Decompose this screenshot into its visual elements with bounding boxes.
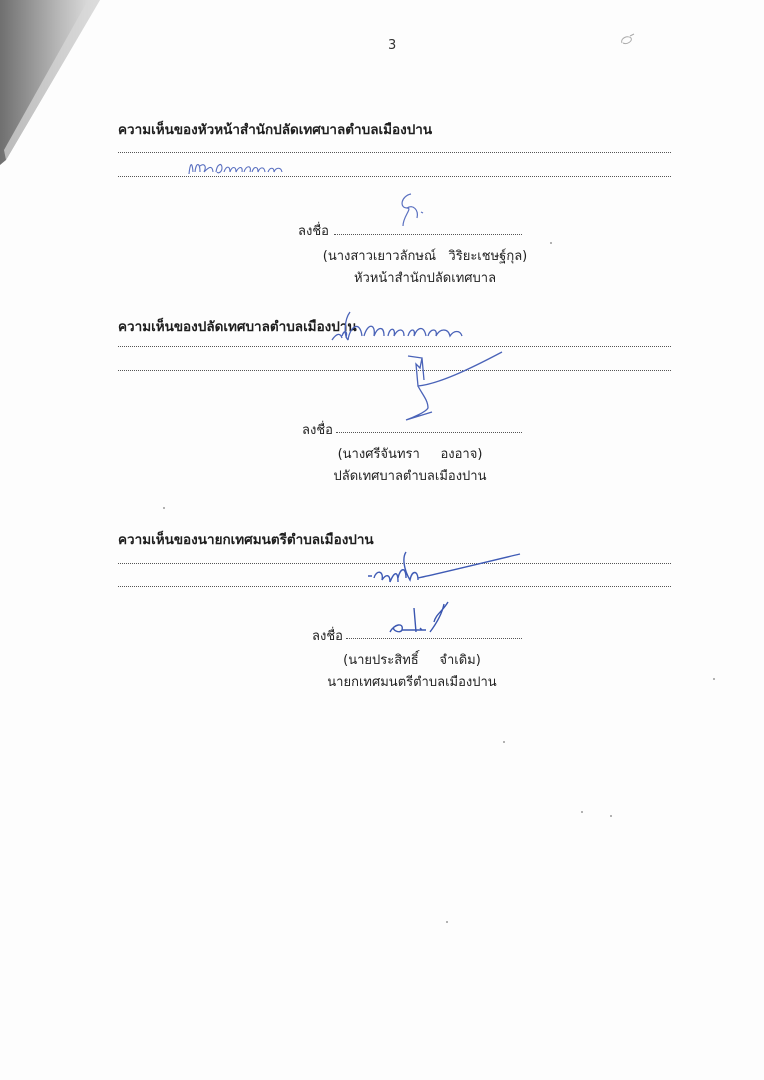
sign-label: ลงชื่อ [312,629,343,644]
comment-line [118,563,671,564]
comment-line [118,370,671,371]
signer-title-clerk: ปลัดเทศบาลตำบลเมืองปาน [333,469,487,484]
signer-name-mayor: (นายประสิทธิ์ จำเดิม) [343,653,481,668]
scan-speck [446,921,448,923]
signer-name-chief: (นางสาวเยาวลักษณ์ วิริยะเชษฐ์กุล) [322,249,528,264]
scan-speck [503,741,505,743]
sign-label: ลงชื่อ [302,423,333,438]
signature-mayor [386,600,466,640]
signer-title-mayor: นายกเทศมนตรีตำบลเมืองปาน [327,675,497,690]
scan-shadow [0,0,110,170]
sign-label: ลงชื่อ [298,224,329,239]
handwritten-comment-mayor [366,548,526,596]
section-heading-mayor: ความเห็นของนายกเทศมนตรีตำบลเมืองปาน [118,532,374,548]
signature-line [346,638,522,639]
section-heading-chief: ความเห็นของหัวหน้าสำนักปลัดเทศบาลตำบลเมืองปาน [118,122,433,138]
signature-clerk [398,350,508,422]
scan-speck [713,678,715,680]
signature-chief [393,192,433,230]
pencil-mark [618,32,640,48]
comment-line [118,346,671,347]
signature-line [336,432,522,433]
scan-speck [550,242,552,244]
signer-name-clerk: (นางศรีจันทรา องอาจ) [337,447,483,462]
comment-line [118,586,671,587]
scan-speck [581,811,583,813]
page-number: 3 [388,38,397,53]
scan-speck [163,507,165,509]
comment-line [118,152,671,153]
signature-line [334,234,522,235]
section-heading-clerk: ความเห็นของปลัดเทศบาลตำบลเมืองปาน [118,319,357,335]
scan-speck [610,815,612,817]
signer-title-chief: หัวหน้าสำนักปลัดเทศบาล [353,271,497,286]
comment-line [118,176,671,177]
